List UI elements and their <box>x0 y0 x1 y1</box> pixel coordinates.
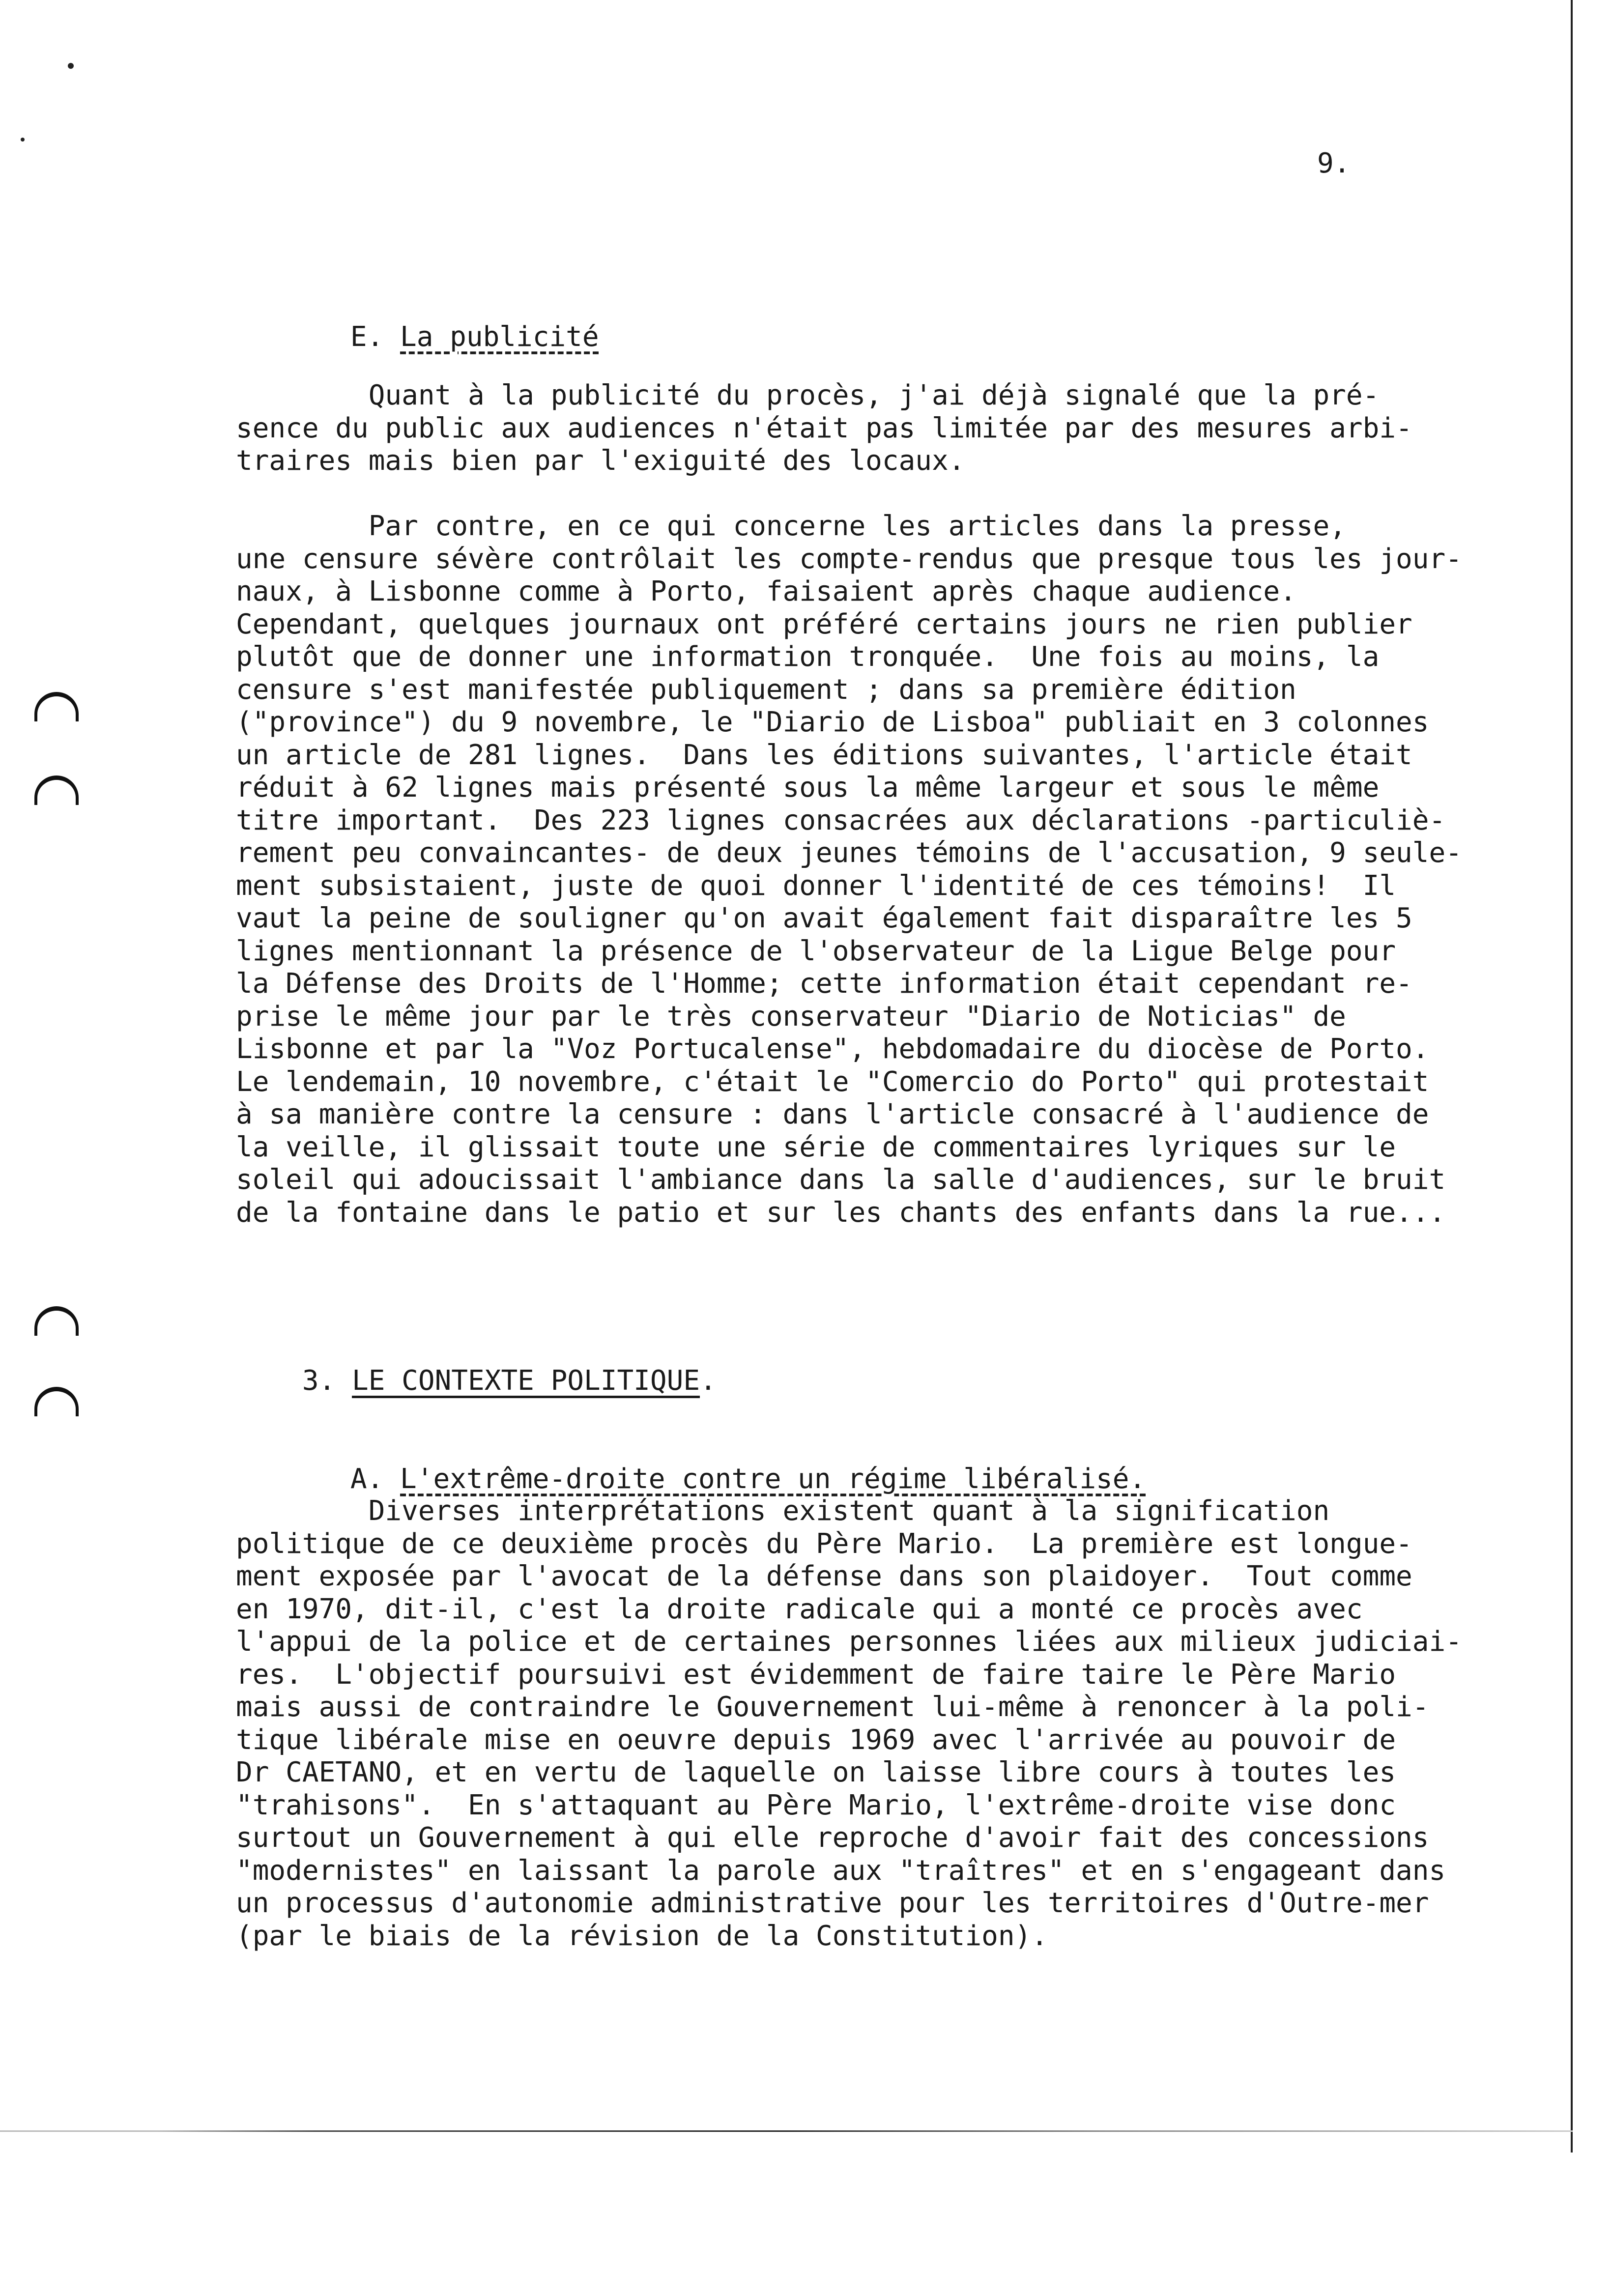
section-e-heading <box>284 289 599 385</box>
text-line: censure s'est manifestée publiquement ; dans sa première édition <box>236 673 1296 706</box>
punch-hole-mark <box>34 1306 79 1336</box>
text-line: lignes mentionnant la présence de l'observateur de la Ligue Belge pour <box>236 935 1396 967</box>
text-line: traires mais bien par l'exiguité des locaux. <box>236 445 965 477</box>
section-a-title: L'extrême-droite contre un régime libéralisé. <box>400 1463 1146 1495</box>
text-line: rement peu convaincantes- de deux jeunes témoins de l'accusation, 9 seule- <box>236 837 1462 869</box>
text-line: la Défense des Droits de l'Homme; cette information était cependant re- <box>236 968 1412 1000</box>
paragraph-political-context <box>236 1495 1474 1952</box>
text-line: de la fontaine dans le patio et sur les chants des enfants dans la rue... <box>236 1196 1446 1229</box>
text-line: un processus d'autonomie administrative pour les territoires d'Outre-mer <box>236 1887 1429 1919</box>
text-line: Par contre, en ce qui concerne les articles dans la presse, <box>236 510 1346 542</box>
paragraph-censorship <box>236 510 1474 1229</box>
section-3-prefix: 3. <box>302 1365 352 1397</box>
punch-hole-mark <box>34 1387 79 1416</box>
text-line: vaut la peine de souligner qu'on avait également fait disparaître les 5 <box>236 902 1412 934</box>
page-bottom-rule <box>0 2130 1573 2132</box>
text-line: prise le même jour par le très conservateur "Diario de Noticias" de <box>236 1000 1346 1033</box>
text-line: en 1970, dit-il, c'est la droite radicale qui a monté ce procès avec <box>236 1593 1363 1625</box>
punch-hole-mark <box>34 775 79 805</box>
text-line: Lisbonne et par la "Voz Portucalense", hebdomadaire du diocèse de Porto. <box>236 1033 1429 1065</box>
text-line: l'appui de la police et de certaines personnes liées aux milieux judiciai- <box>236 1626 1462 1658</box>
text-line: Diverses interprétations existent quant à la signification <box>236 1495 1330 1527</box>
text-line: réduit à 62 lignes mais présenté sous la même largeur et sous le même <box>236 772 1380 804</box>
text-line: (par le biais de la révision de la Constitution). <box>236 1920 1048 1952</box>
punch-hole-mark <box>34 692 79 721</box>
section-3-title: LE CONTEXTE POLITIQUE <box>352 1365 700 1397</box>
section-a-prefix: A. <box>350 1463 401 1495</box>
text-line: Cependant, quelques journaux ont préféré certains jours ne rien publier <box>236 608 1412 640</box>
page-edge-rule <box>1571 0 1573 2152</box>
text-line: ment exposée par l'avocat de la défense dans son plaidoyer. Tout comme <box>236 1560 1412 1592</box>
section-3-suffix: . <box>700 1365 717 1397</box>
text-line: surtout un Gouvernement à qui elle reproche d'avoir fait des concessions <box>236 1822 1429 1854</box>
text-line: Le lendemain, 10 novembre, c'était le "Comercio do Porto" qui protestait <box>236 1065 1429 1098</box>
page-number: 9. <box>1317 147 1351 179</box>
text-line: "modernistes" en laissant la parole aux "traîtres" et en s'engageant dans <box>236 1854 1446 1887</box>
text-line: ment subsistaient, juste de quoi donner l'identité de ces témoins! Il <box>236 869 1396 902</box>
section-e-prefix: E. <box>350 321 401 353</box>
text-line: naux, à Lisbonne comme à Porto, faisaient après chaque audience. <box>236 575 1296 607</box>
text-line: Dr CAETANO, et en vertu de laquelle on laisse libre cours à toutes les <box>236 1756 1396 1788</box>
text-line: sence du public aux audiences n'était pas limitée par des mesures arbi- <box>236 412 1412 444</box>
text-line: plutôt que de donner une information tronquée. Une fois au moins, la <box>236 641 1380 673</box>
text-line: tique libérale mise en oeuvre depuis 1969 avec l'arrivée au pouvoir de <box>236 1723 1396 1756</box>
section-e-title: La publicité <box>400 321 599 353</box>
text-line: Quant à la publicité du procès, j'ai déjà signalé que la pré- <box>236 379 1380 411</box>
text-line: ("province") du 9 novembre, le "Diario de Lisboa" publiait en 3 colonnes <box>236 706 1429 738</box>
scan-speck <box>21 138 25 142</box>
text-line: la veille, il glissait toute une série de commentaires lyriques sur le <box>236 1131 1396 1163</box>
text-line: soleil qui adoucissait l'ambiance dans la salle d'audiences, sur le bruit <box>236 1164 1446 1196</box>
paragraph-publicity <box>236 379 1474 478</box>
text-line: "trahisons". En s'attaquant au Père Mario, l'extrême-droite vise donc <box>236 1789 1396 1821</box>
text-line: un article de 281 lignes. Dans les éditions suivantes, l'article était <box>236 739 1412 771</box>
text-line: res. L'objectif poursuivi est évidemment de faire taire le Père Mario <box>236 1658 1396 1691</box>
text-line: mais aussi de contraindre le Gouvernement lui-même à renoncer à la poli- <box>236 1691 1429 1723</box>
text-line: politique de ce deuxième procès du Père Mario. La première est longue- <box>236 1527 1412 1560</box>
scan-speck <box>68 63 74 69</box>
text-line: une censure sévère contrôlait les compte-rendus que presque tous les jour- <box>236 543 1462 575</box>
section-3-heading <box>236 1333 717 1429</box>
text-line: titre important. Des 223 lignes consacrées aux déclarations -particuliè- <box>236 804 1446 836</box>
text-line: à sa manière contre la censure : dans l'article consacré à l'audience de <box>236 1098 1429 1130</box>
